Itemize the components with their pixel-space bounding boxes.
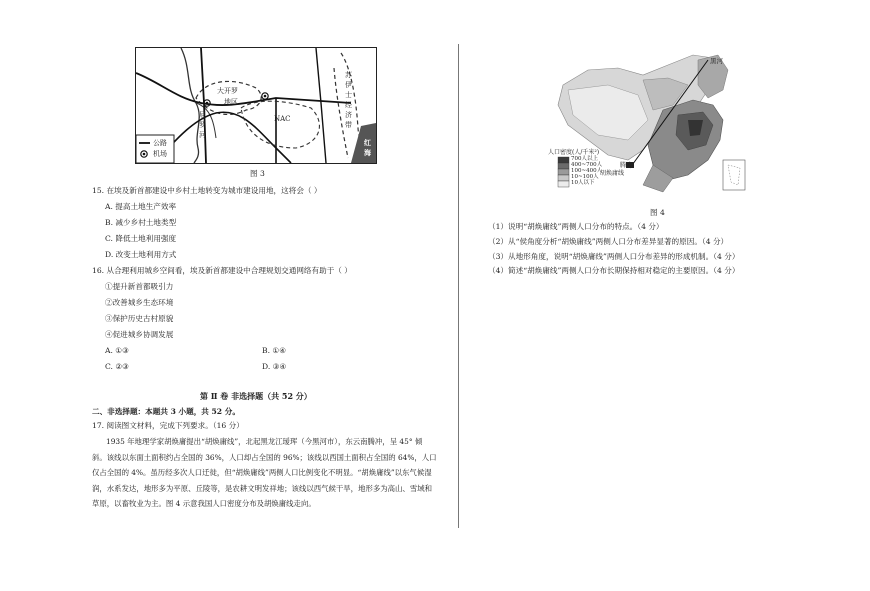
nile-label: 尼 罗 河 xyxy=(199,111,206,139)
q15-stem: 15. 在埃及新首都建设中乡村土地转变为城市建设用地，这将会（ ） xyxy=(92,186,322,195)
legend-road-label: 公路 xyxy=(153,139,167,147)
q16-stem: 16. 从合理利用城乡空间看，埃及新首都建设中合理规划交通网络有助于（ ） xyxy=(92,266,352,275)
tengchong-label: 腾冲 xyxy=(620,162,633,169)
figure-4-map xyxy=(548,50,768,200)
q16-option-c: C. ②③ xyxy=(105,362,129,371)
q17-question-4: （4）简述“胡焕庸线”两侧人口分布长期保持相对稳定的主要原因。（4 分） xyxy=(488,266,740,275)
q17-question-1: （1）说明“胡焕庸线”两侧人口分布的特点。（4 分） xyxy=(488,222,664,231)
nac-label: NAC xyxy=(274,115,291,123)
cairo-region-label-line1: 大开罗 xyxy=(217,87,238,95)
legend-airport-label: 机场 xyxy=(153,150,167,158)
q16-item-3: ③保护历史古村原貌 xyxy=(105,314,174,323)
q16-item-1: ①提升新首都吸引力 xyxy=(105,282,174,291)
q16-item-4: ④促进城乡协调发展 xyxy=(105,330,174,339)
q15-option-a: A. 提高土地生产效率 xyxy=(105,202,177,211)
q15-option-c: C. 降低土地利用强度 xyxy=(105,234,177,243)
column-divider xyxy=(458,44,459,528)
heihe-label: 黑河 xyxy=(710,57,723,65)
q16-option-b: B. ①④ xyxy=(262,346,287,355)
part2-section: 二、非选择题：本题共 3 小题，共 52 分。 xyxy=(92,407,240,416)
figure-3-svg xyxy=(136,48,376,163)
cairo-region-label-line2: 地区 xyxy=(224,98,238,106)
figure-4-caption: 图 4 xyxy=(650,208,665,217)
part2-title: 第 Ⅱ 卷 非选择题（共 52 分） xyxy=(200,391,312,401)
q16-option-a: A. ①③ xyxy=(105,346,129,355)
q16-item-2: ②改善城乡生态环境 xyxy=(105,298,174,307)
q17-stem: 17. 阅读图文材料，完成下列要求。（16 分） xyxy=(92,421,244,430)
q15-option-b: B. 减少乡村土地类型 xyxy=(105,218,177,227)
figure-3-map xyxy=(135,47,377,164)
density-legend-items: 700人以上 400~700人 100~400人 10~100人 10人以下 xyxy=(571,156,603,186)
huline-label: 胡焕庸线 xyxy=(600,170,625,177)
q17-question-2: （2）从“侯角度分析“胡焕庸线”两侧人口分布差异显著的原因。（4 分） xyxy=(488,237,729,246)
q17-question-3: （3）从地形角度，说明“胡焕庸线”两侧人口分布差异的形成机制。（4 分） xyxy=(488,252,740,261)
density-legend-title: 人口密度(人/千米²) xyxy=(548,149,600,156)
q17-material: 1935 年地理学家胡焕庸提出“胡焕庸线”，北起黑龙江瑷珲（今黑河市），东云南腾冲，呈 45° 倾斜。该线以东面土面积约占全国的 36%，人口却占全国的 96%；该线以西国土面积占全国的 64%，人口仅占全国的 4%。虽历经多次人口迁徙，但“胡焕庸线”两侧人口比例变化不明显。“胡焕庸线”以东气候湿润，水系发达，地形多为平原、丘陵等，是农耕文明发祥地；该线以西气候干旱，地形多为高山、雪域和草原，以畜牧业为主。图 4 示意我国人口密度分布及胡焕庸线走向。 xyxy=(92,437,437,508)
figure-3-caption: 图 3 xyxy=(250,169,265,178)
red-sea-label: 红 海 xyxy=(364,138,371,157)
q15-option-d: D. 改变土地利用方式 xyxy=(105,250,177,259)
suez-belt-label: 苏 伊 士 经 济 带 xyxy=(345,71,352,129)
q16-option-d: D. ③④ xyxy=(262,362,287,371)
